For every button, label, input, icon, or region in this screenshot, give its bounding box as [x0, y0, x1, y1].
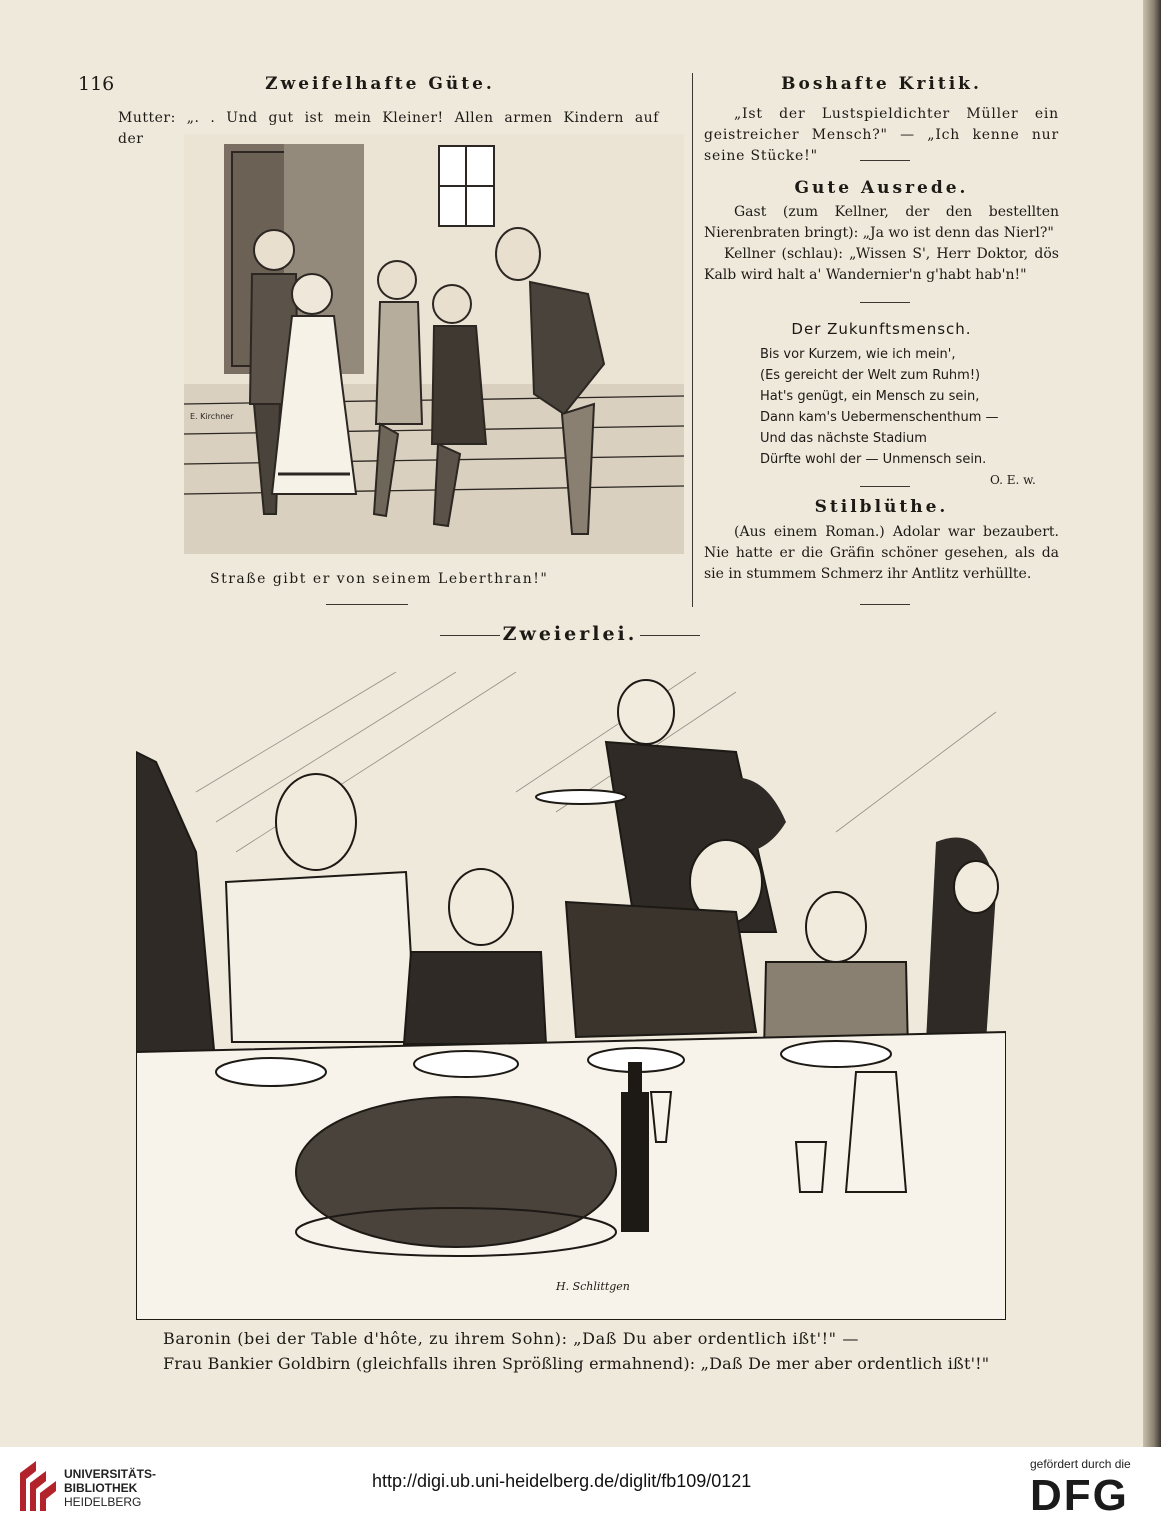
- library-logo-icon: [14, 1457, 58, 1517]
- story5-caption-2: Frau Bankier Goldbirn (gleichfalls ihren Sprößling ermahnend): „Daß De mer aber ordentlich ißt'!": [163, 1354, 990, 1373]
- story3-paragraph1: Gast (zum Kellner, der den bestellten Nierenbraten bringt): „Ja wo ist denn das Nierl?": [704, 204, 1059, 241]
- story2-divider: [860, 160, 910, 161]
- digitization-footer: [0, 1447, 1161, 1533]
- children-drawing: [184, 134, 684, 554]
- children-illustration: [184, 134, 684, 554]
- story5-caption-1: Baronin (bei der Table d'hôte, zu ihrem Sohn): „Daß Du aber ordentlich ißt'!" —: [163, 1329, 859, 1348]
- story4-title: Stilblüthe.: [814, 497, 949, 517]
- library-name-line3: HEIDELBERG: [64, 1495, 142, 1509]
- story3-title: Gute Ausrede.: [794, 178, 969, 198]
- dinner-drawing: [136, 672, 1006, 1320]
- story5-title: Zweierlei.: [502, 623, 638, 645]
- story4-divider: [860, 604, 910, 605]
- poem-line-5: Und das nächste Stadium: [760, 431, 927, 446]
- story3-paragraph2: Kellner (schlau): „Wissen S', Herr Doktor, dös Kalb wird halt a' Wandernier'n g'habt hab'n!": [704, 246, 1059, 283]
- story1-line1: Mutter: „. . Und gut ist mein Kleiner! Allen armen Kindern auf der: [118, 110, 659, 147]
- illustration-signature-2: H. Schlittgen: [556, 1280, 630, 1293]
- permalink-url[interactable]: http://digi.ub.uni-heidelberg.de/diglit/fb109/0121: [372, 1471, 752, 1491]
- funded-by-label: gefördert durch die: [1030, 1457, 1131, 1471]
- poem-line-3: Hat's genügt, ein Mensch zu sein,: [760, 389, 980, 404]
- story2-title: Boshafte Kritik.: [781, 74, 982, 94]
- story2-text: „Ist der Lustspieldichter Müller ein geistreicher Mensch?" — „Ich kenne nur seine Stücke!": [704, 106, 1059, 164]
- title-ornament-right: [640, 635, 700, 636]
- dinner-illustration: [136, 672, 1006, 1320]
- poem-signature: O. E. w.: [990, 473, 1036, 487]
- column-divider: [692, 73, 693, 607]
- book-spine: [1143, 0, 1161, 1447]
- library-name-line2: BIBLIOTHEK: [64, 1481, 138, 1495]
- illustration-signature-1: E. Kirchner: [190, 412, 234, 421]
- poem-divider: [860, 486, 910, 487]
- title-ornament-left: [440, 635, 500, 636]
- dfg-logo: DFG: [1030, 1471, 1129, 1520]
- story1-divider: [326, 604, 408, 605]
- story4-text: (Aus einem Roman.) Adolar war bezaubert. Nie hatte er die Gräfin schöner gesehen, als da sie in stummem Schmerz ihr Antlitz verhüllte.: [704, 524, 1059, 582]
- poem-line-4: Dann kam's Uebermenschenthum —: [760, 410, 999, 425]
- poem-title: Der Zukunftsmensch.: [791, 320, 972, 338]
- story1-caption: Straße gibt er von seinem Leberthran!": [210, 571, 549, 587]
- page-number: 116: [78, 73, 115, 95]
- story1-title: Zweifelhafte Güte.: [265, 74, 495, 94]
- poem-line-2: (Es gereicht der Welt zum Ruhm!): [760, 368, 981, 383]
- poem-line-1: Bis vor Kurzem, wie ich mein',: [760, 347, 956, 362]
- story3-divider: [860, 302, 910, 303]
- library-name-line1: UNIVERSITÄTS-: [64, 1467, 157, 1481]
- poem-line-6: Dürfte wohl der — Unmensch sein.: [760, 452, 987, 467]
